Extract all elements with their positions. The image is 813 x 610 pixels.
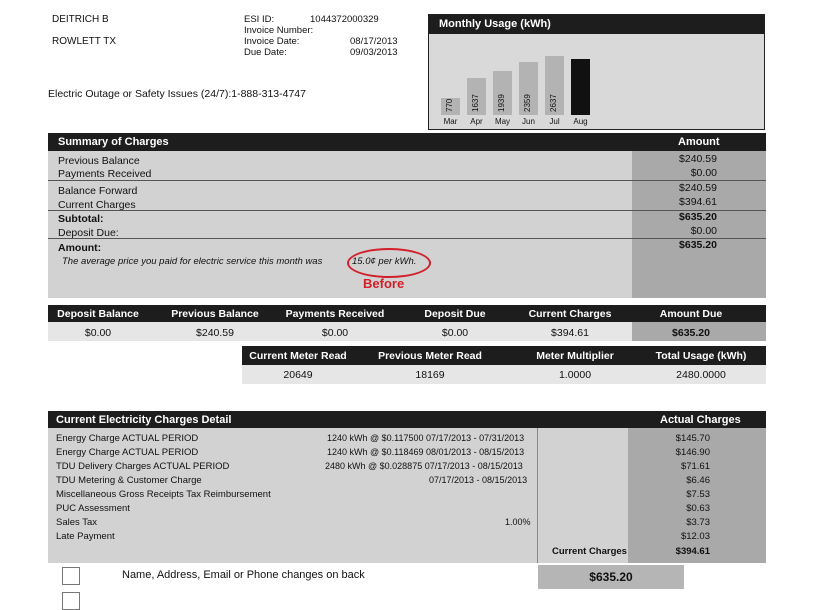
meter-value-previous-read: 18169 [415,369,445,381]
detail-value-8: $12.03 [680,531,710,542]
summary-value-current-charges: $394.61 [679,196,717,208]
customer-city: ROWLETT TX [52,36,117,47]
usage-chart-plot [437,37,597,129]
usage-month-jul: Jul [549,117,560,126]
balances-value-amount-due: $635.20 [672,327,710,339]
total-due-value: $635.20 [589,570,633,584]
balances-value-payments-received: $0.00 [321,327,349,339]
balances-header-payments-received: Payments Received [285,308,385,320]
balances-header-current-charges: Current Charges [528,308,612,320]
customer-name: DEITRICH B [52,14,109,25]
usage-bar-label-mar: 770 [445,98,454,112]
summary-value-amount: $635.20 [679,239,717,251]
detail-value-2: $146.90 [675,447,710,458]
outage-hotline: Electric Outage or Safety Issues (24/7):1-888-313-4747 [48,88,306,100]
due-date-value: 09/03/2013 [350,47,398,58]
detail-info-4: 07/17/2013 - 08/15/2013 [429,475,528,485]
balances-header-deposit-balance: Deposit Balance [57,308,139,320]
usage-bar-label-may: 1939 [497,94,506,112]
detail-info-2: 1240 kWh @ $0.118469 08/01/2013 - 08/15/2013 [327,447,525,457]
detail-label-3: TDU Delivery Charges ACTUAL PERIOD [56,461,230,472]
summary-value-payments-received: $0.00 [690,167,717,179]
detail-value-3: $71.61 [680,461,710,472]
summary-value-subtotal: $635.20 [679,211,717,223]
balances-value-deposit-due: $0.00 [441,327,469,339]
usage-bar-label-apr: 1637 [471,94,480,112]
summary-value-previous-balance: $240.59 [679,153,717,165]
detail-label-5: Miscellaneous Gross Receipts Tax Reimbursement [56,489,271,500]
esi-value: 1044372000329 [310,14,379,25]
balances-value-previous-balance: $240.59 [196,327,234,339]
detail-label-1: Energy Charge ACTUAL PERIOD [56,433,199,444]
balances-header-deposit-due: Deposit Due [424,308,486,320]
summary-label-amount: Amount: [58,242,102,254]
summary-label-subtotal: Subtotal: [58,213,104,225]
second-checkbox[interactable] [62,592,80,610]
usage-month-aug: Aug [573,117,588,126]
summary-label-previous-balance: Previous Balance [58,155,140,167]
balances-header-amount-due: Amount Due [659,308,723,320]
usage-bar-aug [571,59,590,115]
detail-title: Current Electricity Charges Detail [56,414,232,426]
detail-label-8: Late Payment [56,531,115,542]
average-price-value: 15.0¢ per kWh. [352,256,417,267]
usage-month-jun: Jun [522,117,535,126]
usage-chart [428,14,765,130]
usage-month-may: May [494,117,511,126]
meter-value-multiplier: 1.0000 [558,369,592,381]
detail-value-7: $3.73 [686,517,710,528]
detail-total-value: $394.61 [675,546,710,557]
invoice-date-value: 08/17/2013 [350,36,398,47]
meter-value-total-usage: 2480.0000 [676,369,726,381]
detail-value-4: $6.46 [686,475,710,486]
meter-header-current-read: Current Meter Read [249,350,347,362]
before-annotation: Before [363,276,405,291]
detail-value-1: $145.70 [675,433,710,444]
invoice-number-label: Invoice Number: [244,25,314,36]
usage-bar-label-jun: 2359 [523,94,532,112]
due-date-label: Due Date: [244,47,287,58]
change-notice: Name, Address, Email or Phone changes on back [122,569,365,581]
detail-total-label: Current Charges [552,546,627,557]
balances-value-current-charges: $394.61 [551,327,589,339]
detail-label-4: TDU Metering & Customer Charge [56,475,202,486]
summary-label-payments-received: Payments Received [58,168,152,180]
detail-label-7: Sales Tax [56,517,98,528]
summary-label-balance-forward: Balance Forward [58,185,138,197]
summary-title: Summary of Charges [58,136,169,148]
detail-info-3: 2480 kWh @ $0.028875 07/17/2013 - 08/15/2013 [325,461,523,471]
summary-label-deposit-due: Deposit Due: [58,227,119,239]
summary-label-current-charges: Current Charges [58,199,136,211]
invoice-date-label: Invoice Date: [244,36,300,47]
detail-info-1: 1240 kWh @ $0.117500 07/17/2013 - 07/31/2013 [327,433,525,443]
summary-amount-header: Amount [678,136,720,148]
detail-info-7: 1.00% [505,517,531,527]
usage-chart-title: Monthly Usage (kWh) [429,15,764,34]
detail-label-6: PUC Assessment [56,503,130,514]
summary-value-balance-forward: $240.59 [679,182,717,194]
usage-month-apr: Apr [470,117,483,126]
detail-amount-header: Actual Charges [660,414,741,426]
detail-value-6: $0.63 [686,503,710,514]
detail-value-5: $7.53 [686,489,710,500]
average-price-text: The average price you paid for electric service this month was [62,256,323,267]
meter-value-current-read: 20649 [283,369,313,381]
summary-value-deposit-due: $0.00 [690,225,717,237]
meter-header-multiplier: Meter Multiplier [536,350,614,362]
balances-header-previous-balance: Previous Balance [171,308,259,320]
usage-month-mar: Mar [443,117,458,126]
usage-bar-label-jul: 2637 [549,94,558,112]
esi-label: ESI ID: [244,14,275,25]
detail-label-2: Energy Charge ACTUAL PERIOD [56,447,199,458]
balances-value-deposit-balance: $0.00 [84,327,112,339]
change-checkbox[interactable] [62,567,80,585]
detail-divider [537,428,538,563]
meter-header-total-usage: Total Usage (kWh) [655,350,747,362]
meter-header-previous-read: Previous Meter Read [378,350,482,362]
